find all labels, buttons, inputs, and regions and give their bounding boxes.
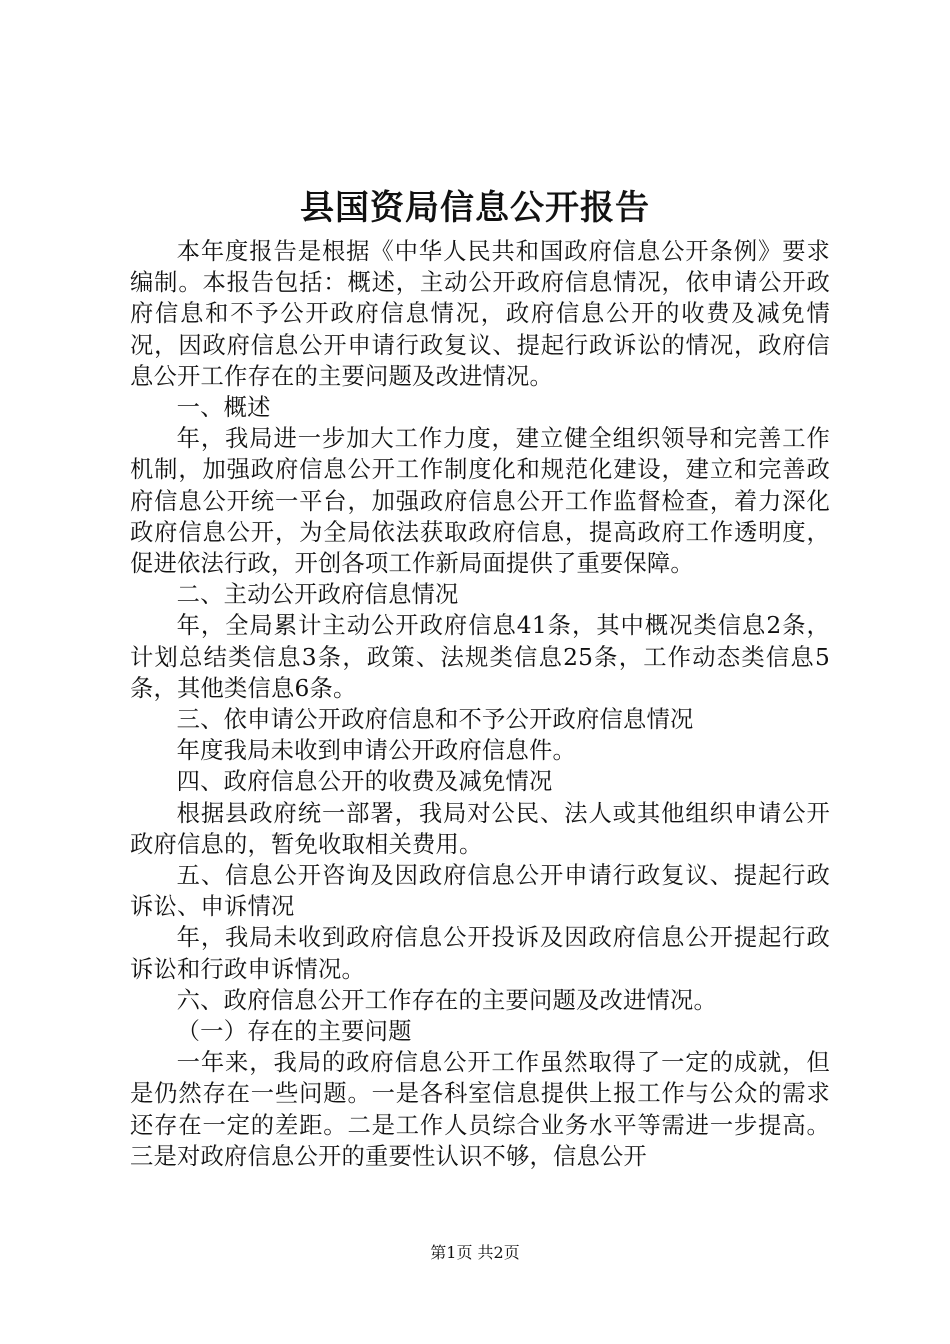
paragraph-intro: 本年度报告是根据《中华人民共和国政府信息公开条例》要求编制。本报告包括：概述，主动公开政府信息情况，依申请公开政府信息和不予公开政府信息情况，政府信息公开的收费及减免情况，因政府信息公开申请行政复议、提起行政诉讼的情况，政府信息公开工作存在的主要问题及改进情况。 — [130, 238, 830, 390]
section-heading-problems: 六、政府信息公开工作存在的主要问题及改进情况。 — [176, 986, 718, 1014]
section-heading-on-request: 三、依申请公开政府信息和不予公开政府信息情况 — [176, 706, 694, 734]
paragraph-active-disclosure: 年，全局累计主动公开政府信息41条，其中概况类信息2条，计划总结类信息3条，政策、法规类信息25条，工作动态类信息5条，其他类信息6条。 — [130, 612, 830, 702]
section-heading-active-disclosure: 二、主动公开政府信息情况 — [176, 581, 459, 609]
paragraph-fees: 根据县政府统一部署，我局对公民、法人或其他组织申请公开政府信息的，暂免收取相关费用。 — [130, 799, 830, 858]
paragraph-on-request: 年度我局未收到申请公开政府信息件。 — [176, 737, 577, 765]
section-heading-appeals: 五、信息公开咨询及因政府信息公开申请行政复议、提起行政诉讼、申诉情况 — [130, 862, 830, 921]
section-heading-overview: 一、概述 — [176, 394, 271, 422]
page-footer: 第1页 共2页 — [430, 1243, 520, 1262]
paragraph-overview: 年，我局进一步加大工作力度，建立健全组织领导和完善工作机制，加强政府信息公开工作制度化和规范化建设，建立和完善政府信息公开统一平台，加强政府信息公开工作监督检查，着力深化政府信息公开，为全局依法获取政府信息，提高政府工作透明度，促进依法行政，开创各项工作新局面提供了重要保障。 — [130, 425, 830, 578]
paragraph-main-problems: 一年来，我局的政府信息公开工作虽然取得了一定的成就，但是仍然存在一些问题。一是各科室信息提供上报工作与公众的需求还存在一定的差距。二是工作人员综合业务水平等需进一步提高。三是对政府信息公开的重要性认识不够，信息公开 — [130, 1049, 830, 1170]
document-title: 县国资局信息公开报告 — [300, 188, 650, 228]
section-heading-fees: 四、政府信息公开的收费及减免情况 — [176, 768, 553, 796]
paragraph-appeals: 年，我局未收到政府信息公开投诉及因政府信息公开提起行政诉讼和行政申诉情况。 — [130, 924, 830, 983]
subsection-heading-main-problems: （一）存在的主要问题 — [176, 1018, 412, 1046]
document-body — [130, 236, 830, 1172]
